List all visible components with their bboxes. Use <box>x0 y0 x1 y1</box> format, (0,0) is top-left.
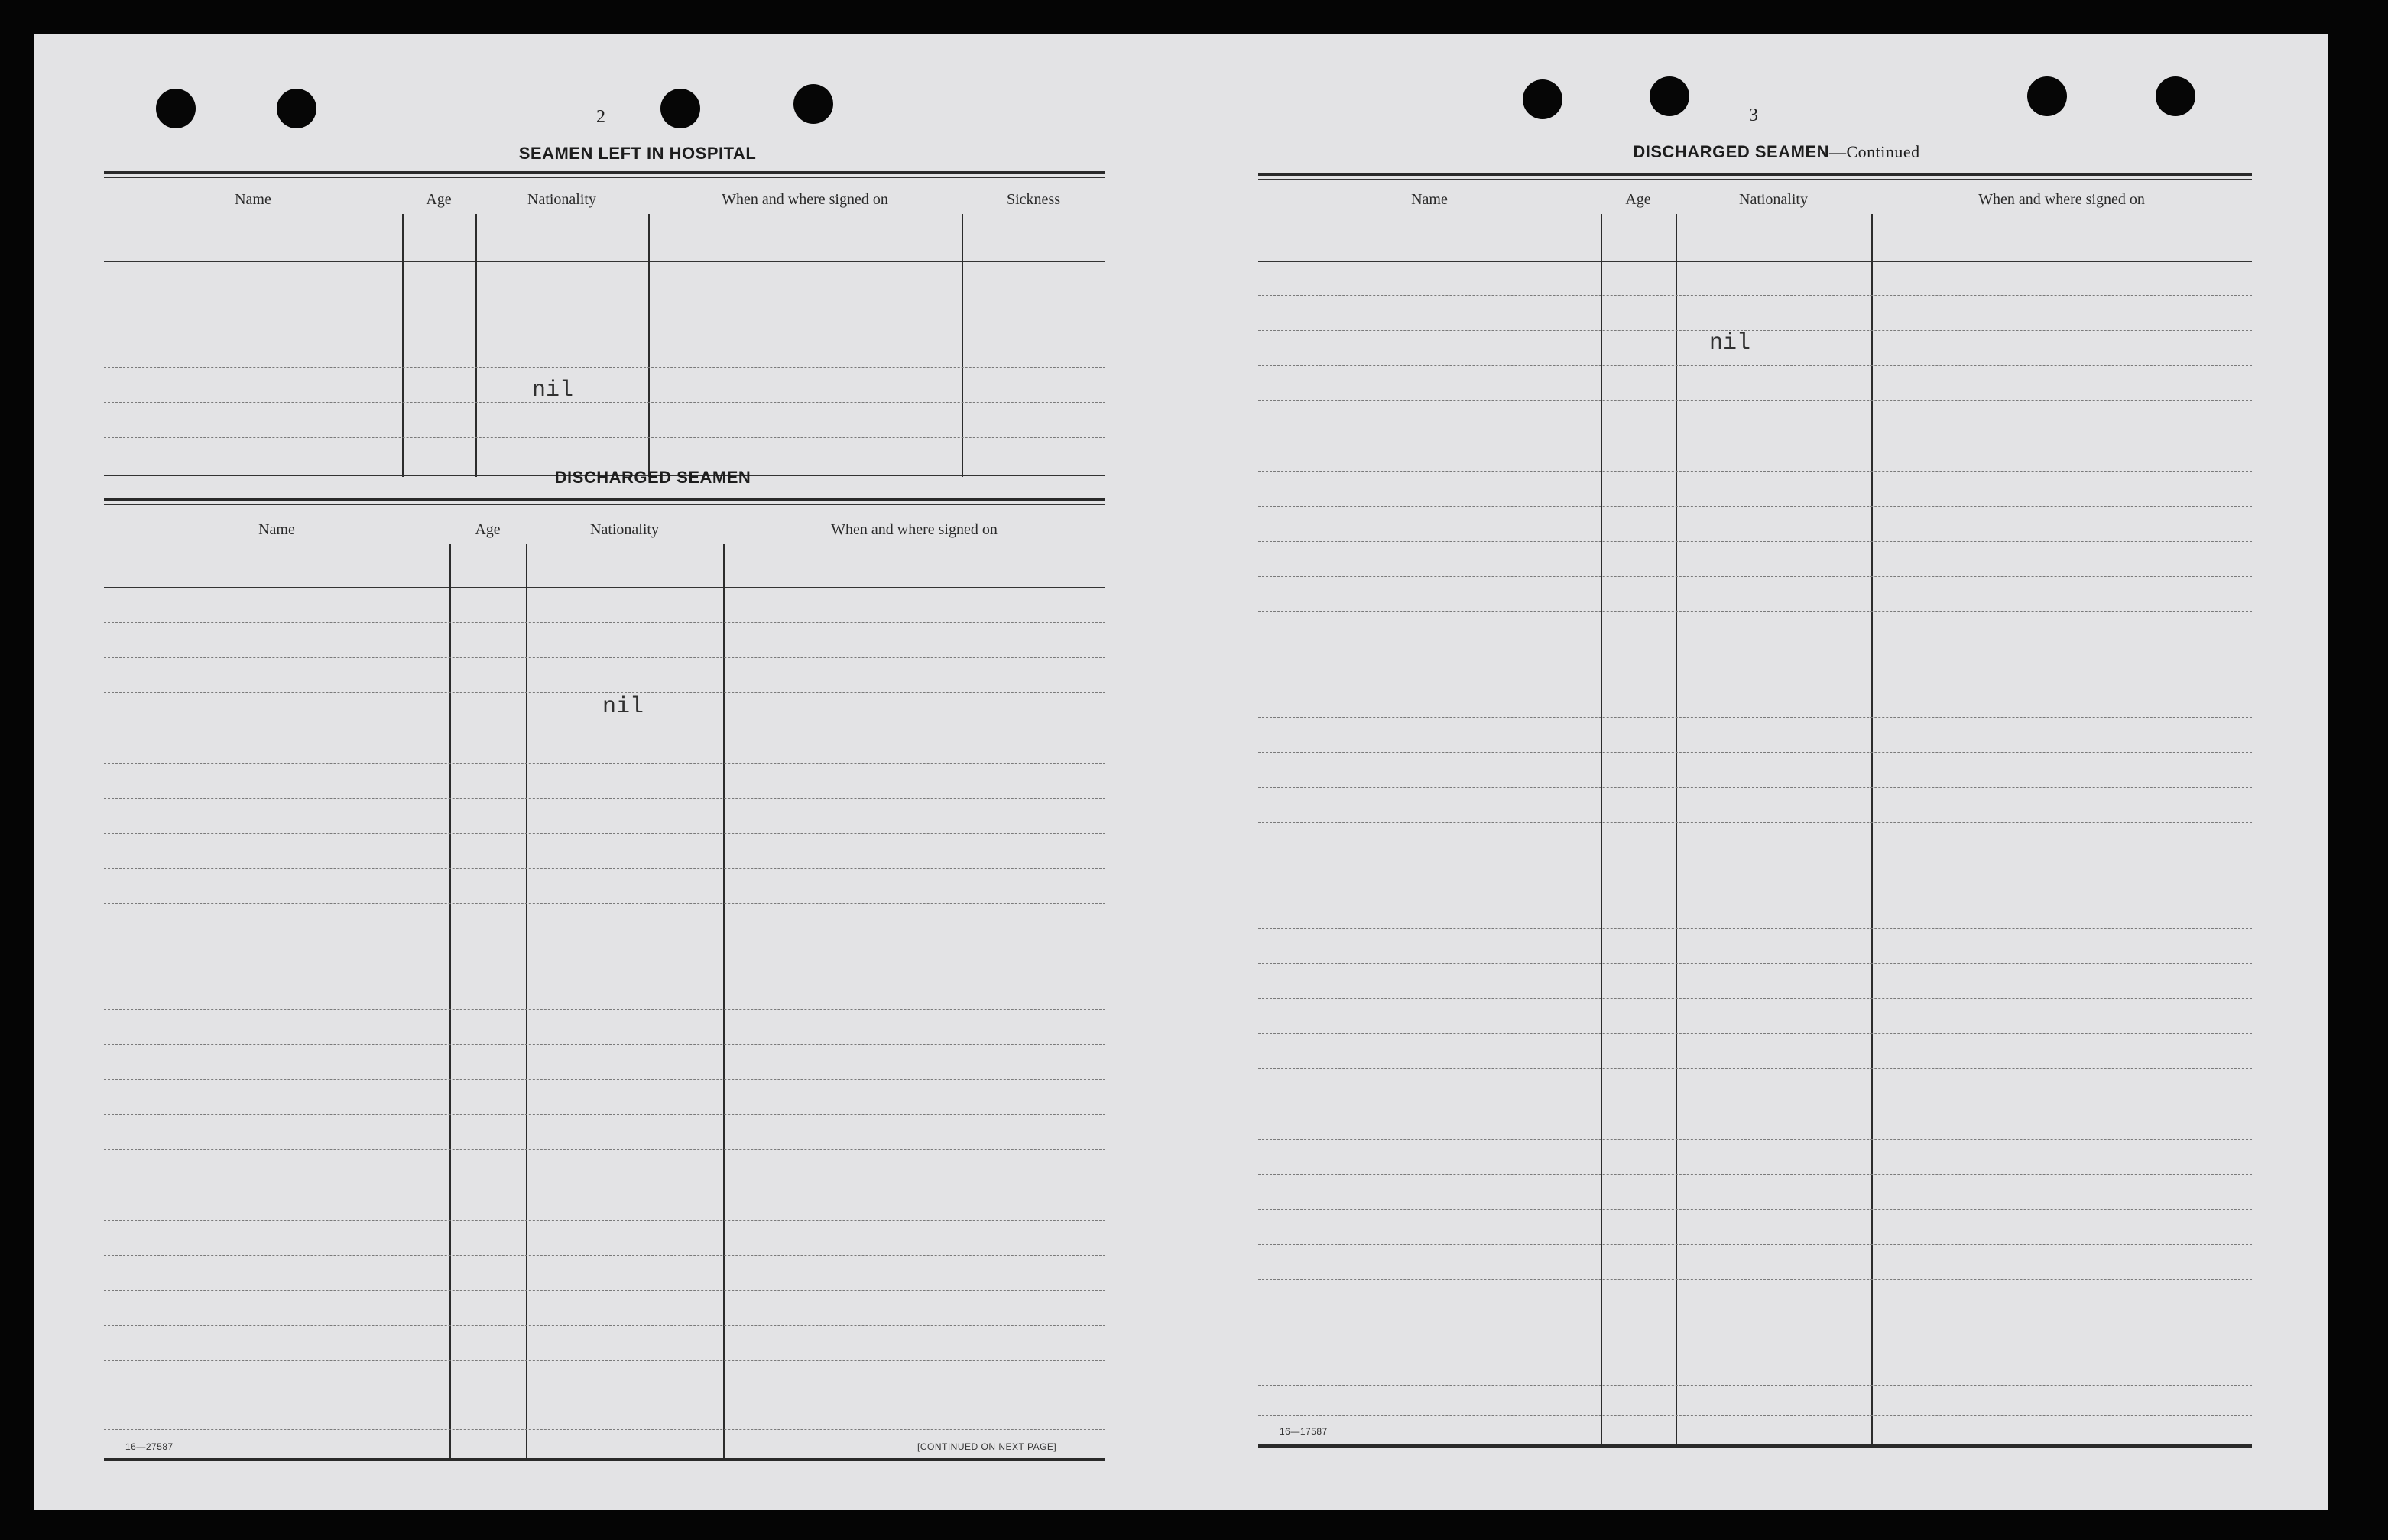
discharged-title-text: DISCHARGED SEAMEN <box>1633 142 1829 161</box>
hospital-section-title: SEAMEN LEFT IN HOSPITAL <box>518 144 757 163</box>
column-header-name: Name <box>1411 191 1448 208</box>
column-header-name: Name <box>235 191 271 208</box>
discharged-continued-title <box>1532 142 2021 162</box>
discharged-continued-nil-entry: nil <box>1709 330 1751 356</box>
discharged-continued-table <box>1258 173 2252 1457</box>
page-number: 2 <box>596 107 605 127</box>
column-header-nationality: Nationality <box>590 521 659 538</box>
punch-hole <box>660 89 700 128</box>
form-sheet <box>34 34 2328 1510</box>
hospital-table <box>104 171 1105 485</box>
punch-hole <box>793 84 833 124</box>
hospital-nil-entry: nil <box>532 378 574 404</box>
punch-hole <box>1523 79 1562 119</box>
form-number: 16—17587 <box>1280 1426 1328 1437</box>
column-header-age: Age <box>1625 191 1651 208</box>
punch-hole <box>2027 76 2067 116</box>
column-header-when-where: When and where signed on <box>722 191 888 208</box>
column-header-when-where: When and where signed on <box>1978 191 2145 208</box>
punch-hole <box>156 89 196 128</box>
continued-note: [CONTINUED ON NEXT PAGE] <box>917 1441 1057 1452</box>
discharged-table <box>104 498 1105 1474</box>
page-number: 3 <box>1749 105 1758 125</box>
continued-suffix: —Continued <box>1828 142 1920 161</box>
column-header-nationality: Nationality <box>527 191 596 208</box>
column-header-nationality: Nationality <box>1739 191 1808 208</box>
column-header-age: Age <box>475 521 501 538</box>
column-header-age: Age <box>426 191 452 208</box>
punch-hole <box>277 89 316 128</box>
form-number: 16—27587 <box>125 1441 174 1452</box>
column-header-name: Name <box>258 521 295 538</box>
column-header-sickness: Sickness <box>1007 191 1060 208</box>
discharged-nil-entry: nil <box>602 694 644 720</box>
punch-hole <box>1650 76 1689 116</box>
column-header-when-where: When and where signed on <box>831 521 998 538</box>
discharged-section-title: DISCHARGED SEAMEN <box>554 468 751 487</box>
punch-hole <box>2156 76 2195 116</box>
